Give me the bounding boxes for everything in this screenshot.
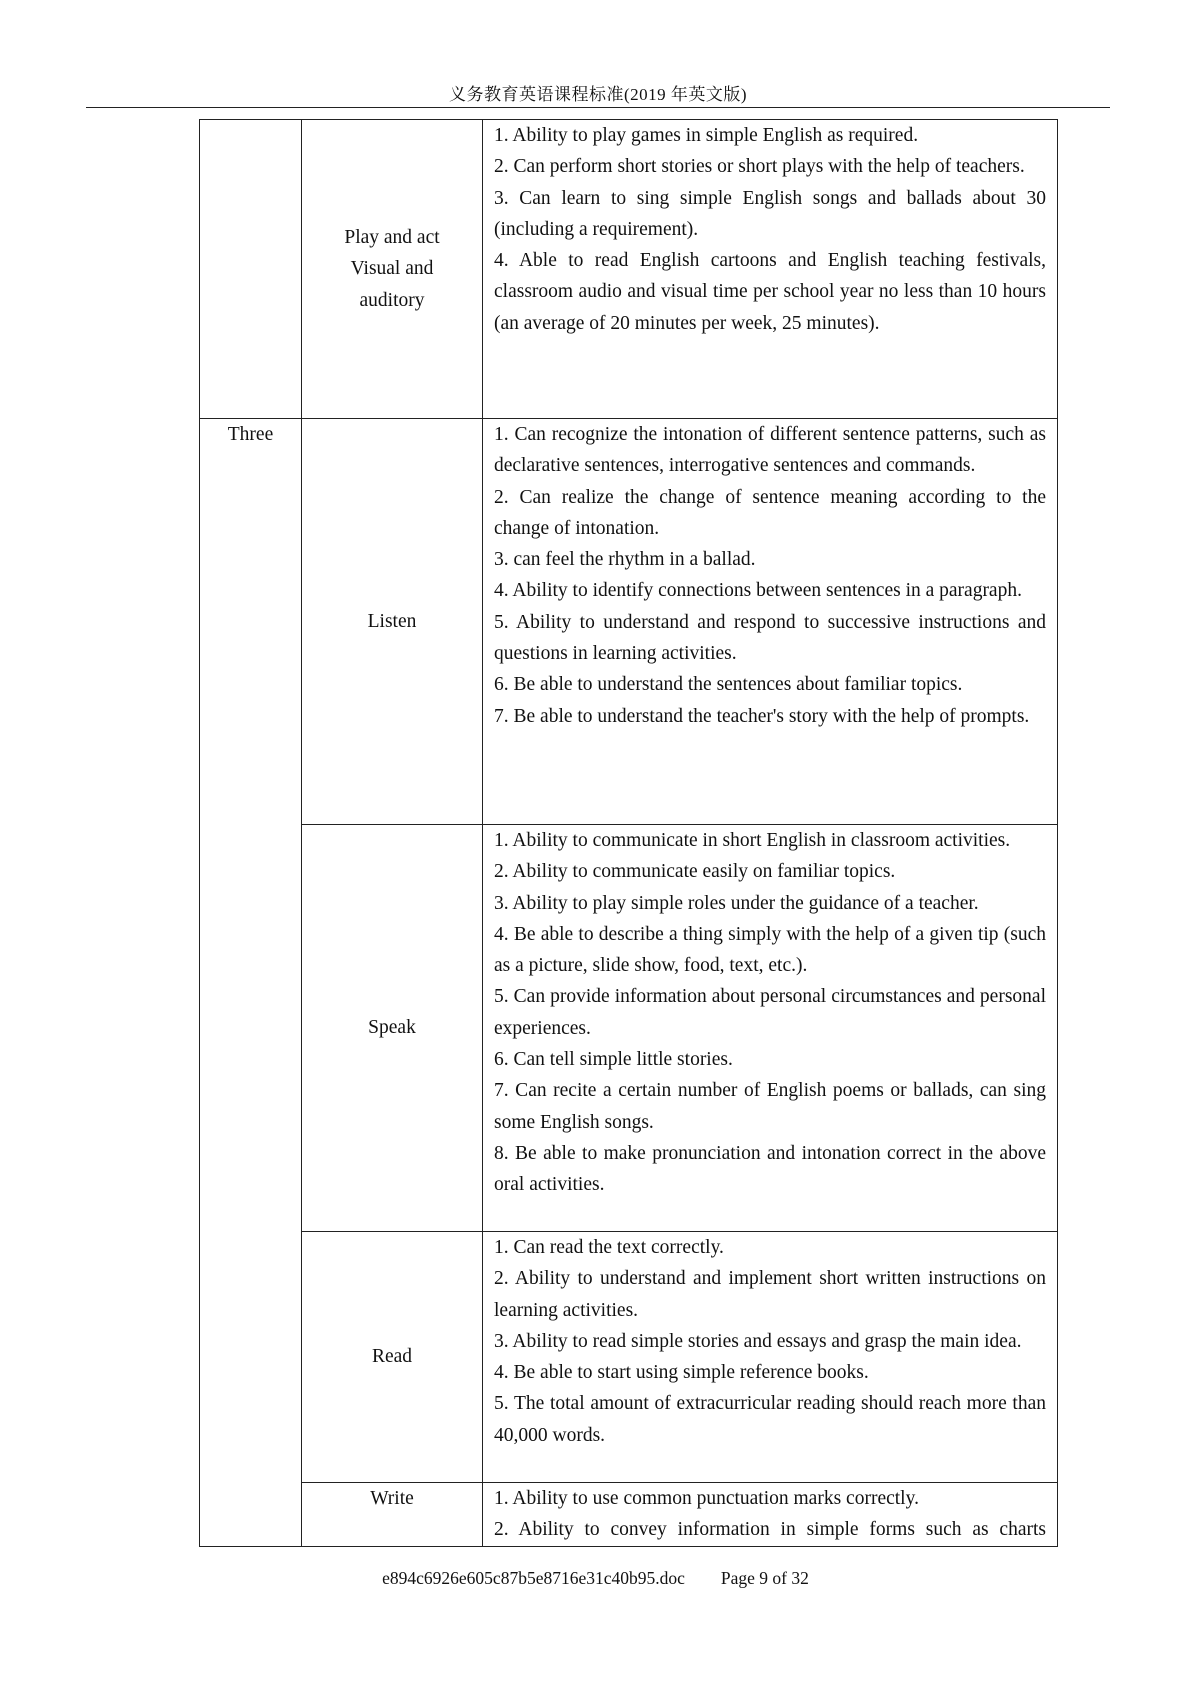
- skill-cell-read: [302, 1232, 483, 1483]
- content-cell: [483, 419, 1058, 825]
- list-item: 1. Can read the text correctly.: [494, 1237, 724, 1258]
- list-item: 4. Ability to identify connections between sentences in a paragraph.: [494, 580, 1022, 602]
- table-row: [200, 120, 1058, 419]
- table-row: [200, 419, 1058, 825]
- page-header: 义务教育英语课程标准(2019 年英文版): [448, 85, 748, 104]
- skill-label-line: auditory: [359, 289, 425, 311]
- list-item: 4. Be able to start using simple reference books.: [494, 1362, 869, 1384]
- list-item: 4. Able to read English cartoons and English teaching festivals, classroom audio and visual time per school year no less than 10 hours (an average of 20 minutes per week, 25 minutes).: [494, 250, 1046, 334]
- list-item: 4. Be able to describe a thing simply with the help of a given tip (such as a picture, slide show, food, text, etc.).: [494, 923, 1046, 977]
- skill-cell-speak: [302, 825, 483, 1232]
- list-item: 6. Can tell simple little stories.: [494, 1049, 733, 1071]
- skill-label-line: Write: [370, 1488, 414, 1509]
- curriculum-table: [199, 119, 1058, 1547]
- list-item: 2. Can realize the change of sentence meaning according to the change of intonation.: [494, 486, 1046, 539]
- list-item: 5. Ability to understand and respond to successive instructions and questions in learning activities.: [494, 611, 1046, 665]
- list-item: 3. Ability to read simple stories and essays and grasp the main idea.: [494, 1330, 1022, 1352]
- content-cell: [483, 825, 1058, 1232]
- list-item: 7. Can recite a certain number of English poems or ballads, can sing some English songs.: [494, 1080, 1046, 1133]
- skill-cell-listen: [302, 419, 483, 825]
- skill-label-line: Visual and: [350, 258, 434, 280]
- list-item: 1. Ability to use common punctuation marks correctly.: [494, 1488, 919, 1509]
- skill-cell-play-and-act: [302, 120, 483, 419]
- skill-label-line: Listen: [367, 610, 417, 632]
- header-rule: [86, 107, 1110, 108]
- list-item: 1. Ability to play games in simple English as required.: [494, 125, 919, 146]
- table-row: [200, 825, 1058, 1232]
- list-item: 1. Ability to communicate in short English in classroom activities.: [494, 830, 1011, 851]
- footer-filename: e894c6926e605c87b5e8716e31c40b95.doc: [382, 1568, 685, 1588]
- list-item: 6. Be able to understand the sentences about familiar topics.: [494, 674, 963, 696]
- list-item: 8. Be able to make pronunciation and intonation correct in the above oral activities.: [494, 1142, 1046, 1196]
- list-item: 2. Ability to understand and implement short written instructions on learning activities.: [494, 1268, 1046, 1321]
- list-item: 2. Can perform short stories or short plays with the help of teachers.: [494, 156, 1025, 178]
- content-cell: [483, 120, 1058, 419]
- skill-label-line: Play and act: [344, 227, 440, 249]
- page-footer: [0, 1567, 1191, 1589]
- skill-label-line: Speak: [368, 1017, 416, 1039]
- content-cell: [483, 1232, 1058, 1483]
- list-item: 5. Can provide information about personal circumstances and personal experiences.: [494, 986, 1046, 1039]
- list-item: 2. Ability to convey information in simple forms such as charts: [494, 1519, 1046, 1541]
- footer-page-number: Page 9 of 32: [720, 1568, 809, 1588]
- list-item: 3. Ability to play simple roles under the guidance of a teacher.: [494, 892, 979, 914]
- level-cell: [200, 120, 302, 419]
- list-item: 7. Be able to understand the teacher's story with the help of prompts.: [494, 705, 1030, 727]
- list-item: 2. Ability to communicate easily on familiar topics.: [494, 861, 896, 883]
- content-cell: [483, 1483, 1058, 1547]
- skill-label-line: Read: [371, 1346, 413, 1368]
- list-item: 3. can feel the rhythm in a ballad.: [494, 549, 756, 571]
- skill-cell-write: [302, 1483, 483, 1547]
- table-row: [200, 1483, 1058, 1547]
- list-item: 3. Can learn to sing simple English songs and ballads about 30 (including a requirement).: [494, 187, 1046, 240]
- list-item: 5. The total amount of extracurricular reading should reach more than 40,000 words.: [494, 1393, 1046, 1446]
- level-cell-three: Three: [200, 419, 302, 1547]
- list-item: 1. Can recognize the intonation of different sentence patterns, such as declarative sentences, interrogative sentences and commands.: [494, 424, 1046, 477]
- table-row: [200, 1232, 1058, 1483]
